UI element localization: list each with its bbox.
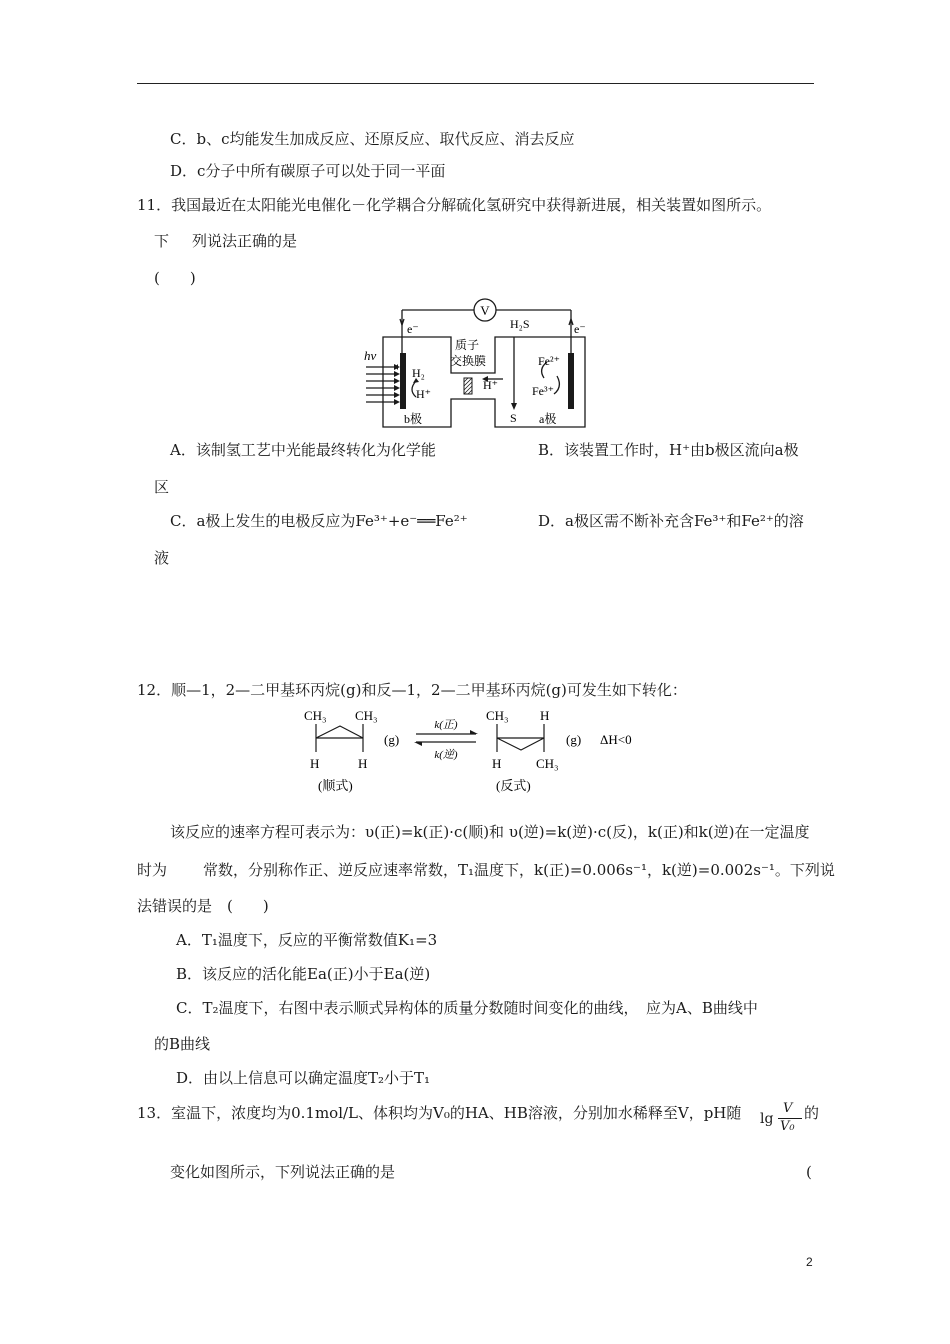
- q10-option-c: C．b、c均能发生加成反应、还原反应、取代反应、消去反应: [170, 130, 575, 148]
- q12-isomer-scheme: [300, 702, 670, 800]
- sulfur-label: S: [510, 411, 517, 425]
- h-plus-left-label: H⁺: [416, 387, 431, 401]
- q12-option-c: C．T₂温度下，右图中表示顺式异构体的质量分数随时间变化的曲线， 应为A、B曲线中: [176, 999, 758, 1017]
- h2s-label: H₂S: [510, 317, 530, 331]
- cis-h-right: H: [358, 756, 368, 771]
- q11-answer-paren: ( ): [154, 269, 196, 287]
- b-pole-label: b极: [404, 412, 423, 426]
- membrane-label-1: 质子: [454, 338, 480, 352]
- electron-left-label: e⁻: [407, 322, 419, 336]
- cis-ch3-left: CH₃: [304, 708, 327, 723]
- trans-caption: (反式): [496, 778, 531, 793]
- enthalpy-label: ΔH<0: [600, 732, 632, 747]
- trans-phase: (g): [566, 732, 582, 747]
- q13-lg-fraction: [760, 1101, 804, 1137]
- header-rule: [137, 83, 814, 84]
- q12-option-c-cont: 的B曲线: [154, 1035, 211, 1053]
- q12-rate-line-3: 法错误的是 ( ): [137, 897, 269, 915]
- fe2-label: Fe²⁺: [538, 354, 560, 368]
- q11-option-c: C．a极上发生的电极反应为Fe³⁺+e⁻══Fe²⁺: [170, 512, 468, 530]
- q10-option-d: D．c分子中所有碳原子可以处于同一平面: [170, 162, 446, 180]
- q13-lg: lg: [760, 1111, 774, 1127]
- q12-option-b: B．该反应的活化能Ea(正)小于Ea(逆): [176, 965, 431, 983]
- q13-frac-den: V₀: [780, 1119, 795, 1134]
- q11-stem-cont-b: 列说法正确的是: [192, 232, 298, 250]
- q12-stem: 12．顺—1，2—二甲基环丙烷(g)和反—1，2—二甲基环丙烷(g)可发生如下转化：: [137, 681, 687, 699]
- q11-stem-cont-a: 下: [154, 232, 170, 250]
- electron-right-label: e⁻: [574, 322, 586, 336]
- q13-frac-num: V: [783, 1101, 793, 1116]
- cis-ch3-right: CH₃: [355, 708, 378, 723]
- fe3-label: Fe³⁺: [532, 384, 554, 398]
- h-plus-right-label: H⁺: [483, 378, 498, 392]
- q13-stem: 13．室温下，浓度均为0.1mol/L、体积均为V₀的HA、HB溶液，分别加水稀释至V，pH随: [137, 1104, 742, 1122]
- light-label: hν: [364, 348, 377, 363]
- q11-stem: 11．我国最近在太阳能光电催化－化学耦合分解硫化氢研究中获得新进展，相关装置如图所示。: [137, 196, 772, 214]
- q12-rate-line-2a: 时为: [137, 861, 168, 879]
- q13-paren-open: (: [806, 1163, 812, 1181]
- cis-h-left: H: [310, 756, 320, 771]
- q11-option-d: D．a极区需不断补充含Fe³⁺和Fe²⁺的溶: [538, 512, 804, 530]
- trans-h-right: H: [540, 708, 550, 723]
- q11-option-b-cont: 区: [154, 478, 170, 496]
- q13-stem-end: 的: [804, 1104, 820, 1122]
- trans-ch3-right: CH₃: [536, 756, 559, 771]
- q11-cell-diagram: [360, 295, 600, 435]
- trans-h-left: H: [492, 756, 502, 771]
- q11-option-b: B．该装置工作时，H⁺由b极区流向a极: [538, 441, 799, 459]
- q12-option-d: D．由以上信息可以确定温度T₂小于T₁: [176, 1069, 431, 1087]
- q13-stem-line-2: 变化如图所示，下列说法正确的是: [170, 1163, 396, 1181]
- k-reverse-label: k(逆): [434, 749, 458, 761]
- h2-label: H₂: [412, 366, 425, 380]
- q12-rate-line-2b: 常数，分别称作正、逆反应速率常数，T₁温度下，k(正)=0.006s⁻¹，k(逆)=0.002s⁻¹。下列说: [203, 861, 835, 879]
- page-number: 2: [806, 1255, 813, 1269]
- q11-option-d-cont: 液: [154, 549, 170, 567]
- cis-phase: (g): [384, 732, 400, 747]
- cis-caption: (顺式): [318, 778, 353, 793]
- k-forward-label: k(正): [434, 719, 458, 731]
- voltmeter-label: V: [480, 303, 490, 318]
- trans-ch3-left: CH₃: [486, 708, 509, 723]
- membrane-label-2: 交换膜: [449, 354, 487, 368]
- a-pole-label: a极: [539, 412, 557, 426]
- q11-option-a: A．该制氢工艺中光能最终转化为化学能: [170, 441, 436, 459]
- q12-option-a: A．T₁温度下，反应的平衡常数值K₁=3: [176, 931, 438, 949]
- q12-rate-line-1: 该反应的速率方程可表示为：υ(正)=k(正)·c(顺)和 υ(逆)=k(逆)·c(反)，k(正)和k(逆)在一定温度: [170, 823, 810, 841]
